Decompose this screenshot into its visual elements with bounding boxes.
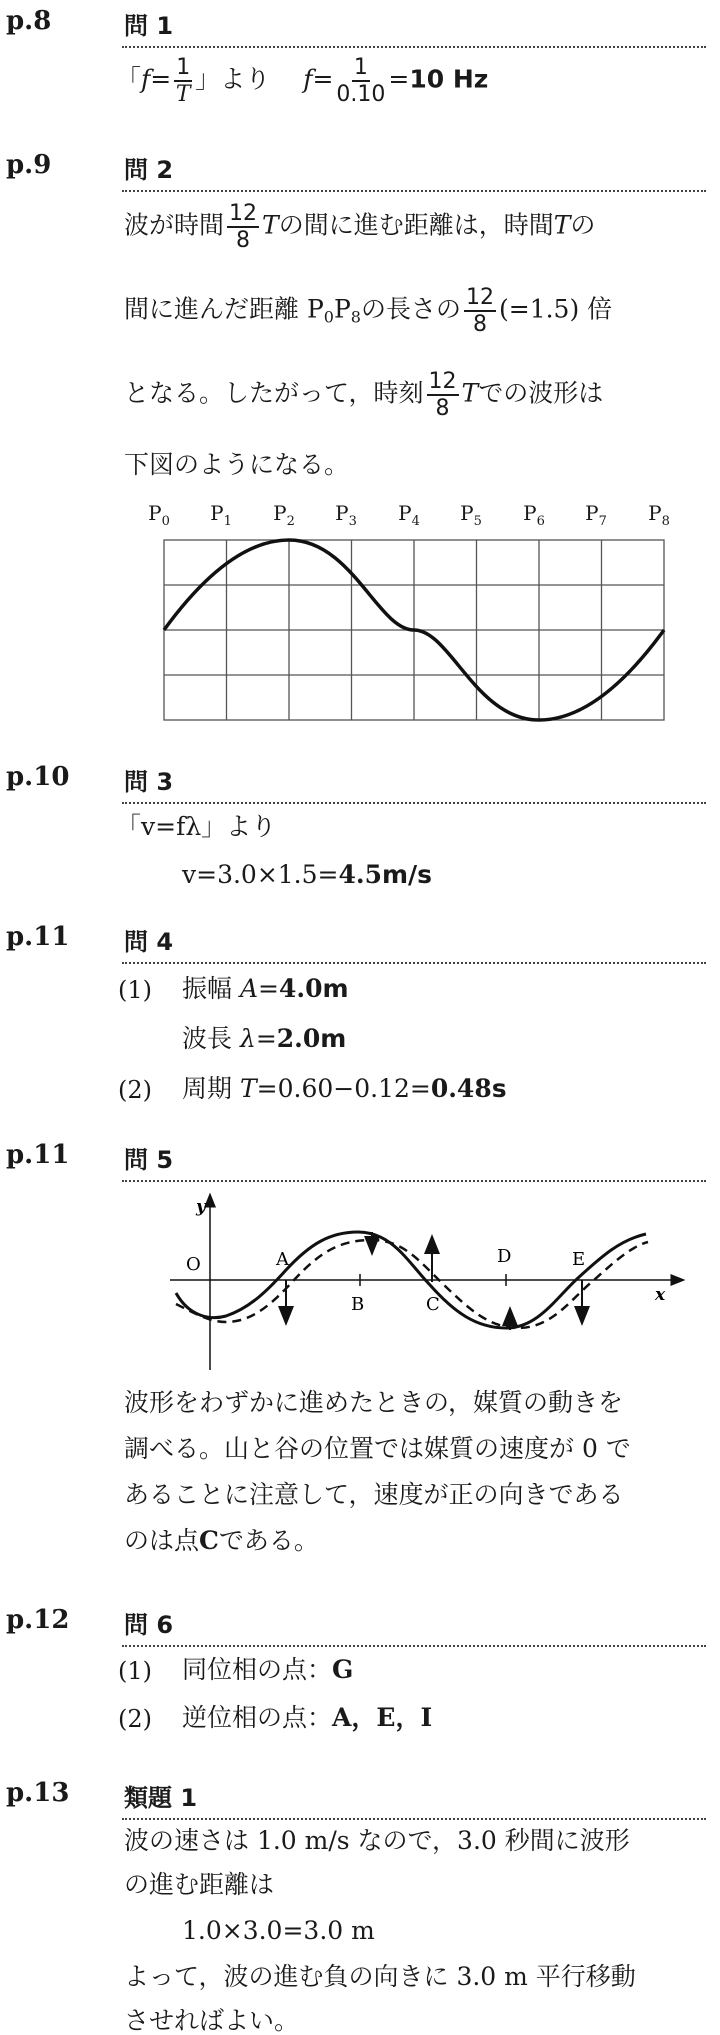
p-label: $P_5$ — [460, 501, 482, 529]
fraction: $\frac{12}{8}$ — [428, 369, 457, 422]
y-axis-label: y — [196, 1197, 206, 1217]
item-number: (1) — [118, 1657, 152, 1685]
answer-line: 波長 λ=2.0m — [182, 1024, 347, 1053]
text-line: 間に進んだ距離 $P_0P_8$の長さの $\frac{12}{8}$ (=1.5) 倍 — [124, 285, 613, 338]
p-label: $P_3$ — [335, 501, 357, 529]
text-line: となる。したがって，時刻 $\frac{12}{8}$ Tでの波形は — [124, 369, 604, 422]
item-number: (2) — [118, 1076, 152, 1104]
question-heading: 問 6 — [124, 1611, 174, 1639]
origin-label: O — [186, 1254, 201, 1275]
p-label: $P_7$ — [585, 501, 607, 529]
waveform-figure — [0, 494, 720, 734]
page-ref: p.12 — [6, 1605, 70, 1635]
p-label: $P_0$ — [148, 501, 170, 529]
text-line: の進む距離は — [124, 1870, 275, 1899]
p-labels — [148, 501, 670, 529]
answer-line: 「f= $\frac{1}{T}$ 」より f= $\frac{1}{0.10}$ =10 Hz — [116, 55, 489, 108]
text-line: させればよい。 — [124, 2006, 300, 2035]
answer-line: 周期 T=0.60−0.12=0.48s — [182, 1074, 507, 1103]
answer-line: v=3.0×1.5=4.5m/s — [182, 860, 433, 889]
fraction: $\frac{1}{T}$ — [175, 55, 191, 108]
text-line: 「v=fλ」より — [116, 812, 277, 841]
x-axis-label: x — [655, 1285, 666, 1305]
answer-line: 1.0×3.0=3.0 m — [182, 1916, 375, 1945]
p-label: $P_8$ — [648, 501, 670, 529]
text-line: よって，波の進む負の向きに 3.0 m 平行移動 — [124, 1962, 636, 1991]
question-heading: 問 5 — [124, 1146, 174, 1174]
answer-line: 同位相の点：G — [182, 1655, 354, 1684]
point-label-c: C — [426, 1294, 440, 1315]
point-label-a: A — [276, 1249, 289, 1270]
dotted-rule — [122, 1818, 706, 1820]
question-heading: 問 2 — [124, 156, 174, 184]
wave-diagram — [0, 1190, 720, 1370]
dotted-rule — [122, 1180, 706, 1182]
text-line: のは点Cである。 — [124, 1526, 319, 1555]
page-ref: p.11 — [6, 1140, 70, 1170]
dotted-rule — [122, 962, 706, 964]
answer-value: G — [332, 1655, 354, 1684]
page-ref: p.9 — [6, 150, 52, 180]
dotted-rule — [122, 190, 706, 192]
answer-value: A，E，I — [332, 1703, 433, 1732]
answer-value: 10 Hz — [409, 64, 489, 94]
answer-value: 4.5 — [338, 860, 382, 889]
text-line: 下図のようになる。 — [124, 450, 350, 479]
page-ref: p.11 — [6, 922, 70, 952]
question-heading: 問 4 — [124, 928, 174, 956]
p-label: $P_6$ — [523, 501, 545, 529]
text-line: あることに注意して，速度が正の向きである — [124, 1480, 624, 1509]
page-ref: p.8 — [6, 6, 52, 36]
dotted-rule — [122, 802, 706, 804]
fraction: $\frac{12}{8}$ — [229, 201, 258, 254]
p-label: $P_1$ — [210, 501, 232, 529]
point-label-d: D — [497, 1246, 512, 1267]
text-line: 波が時間 $\frac{12}{8}$ Tの間に進む距離は，時間Tの — [124, 201, 596, 254]
answer-value: C — [199, 1526, 219, 1555]
item-number: (2) — [118, 1705, 152, 1733]
page-ref: p.10 — [6, 762, 70, 792]
point-label-e: E — [572, 1249, 586, 1270]
question-heading: 類題 1 — [124, 1784, 198, 1812]
text-line: 波の速さは 1.0 m/s なので，3.0 秒間に波形 — [124, 1826, 630, 1855]
answer-line: 逆位相の点：A，E，I — [182, 1703, 433, 1732]
text-line: 調べる。山と谷の位置では媒質の速度が 0 で — [124, 1434, 631, 1463]
page-ref: p.13 — [6, 1778, 70, 1808]
dotted-rule — [122, 46, 706, 48]
item-number: (1) — [118, 976, 152, 1004]
text-line: 波形をわずかに進めたときの，媒質の動きを — [124, 1388, 624, 1417]
fraction: $\frac{12}{8}$ — [466, 285, 494, 338]
question-heading: 問 3 — [124, 768, 174, 796]
question-heading: 問 1 — [124, 12, 174, 40]
p-label: $P_4$ — [398, 501, 420, 529]
answer-line: 振幅 A=4.0m — [182, 974, 349, 1003]
fraction: $\frac{1}{0.10}$ — [336, 55, 386, 108]
p-label: $P_2$ — [273, 501, 295, 529]
point-label-b: B — [351, 1294, 365, 1315]
dotted-rule — [122, 1645, 706, 1647]
